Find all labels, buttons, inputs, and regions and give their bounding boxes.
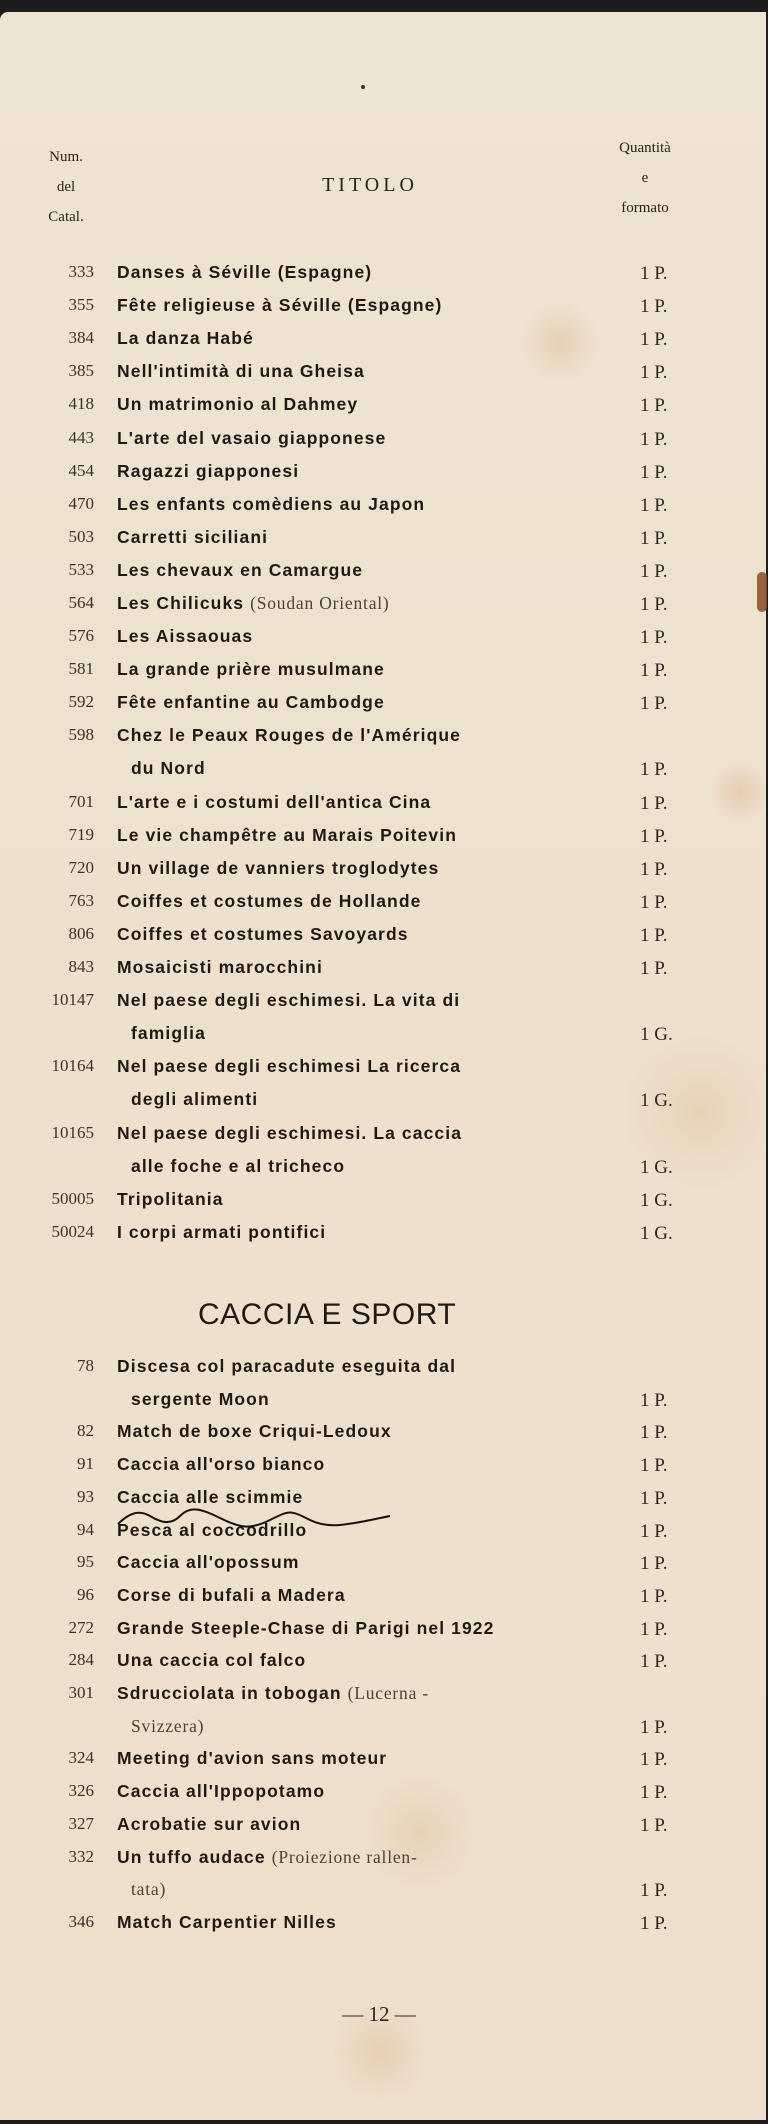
entry-note-continued: tata) (131, 1879, 167, 1900)
catalog-number: 50024 (51, 1221, 94, 1241)
list-item (0, 1677, 768, 1738)
quantity-format: 1 P. (640, 660, 668, 682)
entry-title-text: La grande prière musulmane (117, 659, 385, 680)
catalog-number: 327 (68, 1813, 94, 1833)
entry-title-text: Le vie champêtre au Marais Poitevin (117, 824, 458, 845)
entry-title (117, 885, 597, 917)
entry-title (117, 521, 597, 553)
catalog-number: 332 (68, 1846, 94, 1866)
catalog-number: 843 (68, 957, 94, 977)
catalog-number: 720 (68, 857, 94, 877)
entry-title (117, 719, 597, 751)
entry-title-text: Corse di bufali a Madera (117, 1584, 346, 1605)
entry-title (117, 1612, 597, 1644)
list-item (0, 1612, 768, 1644)
entry-title-text: Nel paese degli eschimesi. La vita di (117, 990, 461, 1011)
catalog-number: 326 (68, 1781, 94, 1801)
list-item (0, 719, 768, 781)
list-item (0, 587, 768, 619)
entry-title (117, 554, 597, 586)
catalog-number: 806 (68, 924, 94, 943)
quantity-format: 1 P. (640, 1487, 668, 1509)
list-item (0, 1644, 768, 1676)
entry-title (117, 1808, 597, 1840)
quantity-format: 1 P. (640, 461, 668, 483)
quantity-format: 1 P. (640, 891, 668, 913)
catalog-number: 719 (68, 824, 94, 844)
list-item (0, 554, 768, 586)
catalog-number: 385 (68, 361, 94, 381)
entry-title (117, 1677, 597, 1709)
entry-title (117, 1906, 597, 1938)
entry-title-text: Meeting d'avion sans moteur (117, 1748, 388, 1769)
catalog-number: 346 (68, 1911, 94, 1931)
entry-title (117, 355, 597, 387)
entry-title-text: Nell'intimità di una Gheisa (117, 361, 365, 382)
list-item (0, 355, 768, 387)
entry-title (117, 488, 597, 520)
quantity-format: 1 P. (640, 1651, 668, 1673)
quantity-format: 1 P. (640, 627, 668, 649)
page-number: — 12 — (342, 2002, 416, 2026)
entry-title (117, 819, 597, 851)
list-item (0, 455, 768, 487)
entry-title-text: Fête religieuse à Séville (Espagne) (117, 295, 443, 316)
entry-title-text: Sdrucciolata in tobogan (117, 1683, 342, 1703)
speck (361, 85, 365, 89)
quantity-format: 1 P. (640, 329, 668, 351)
entry-title-text: Caccia all'Ippopotamo (117, 1781, 326, 1802)
list-item (0, 1415, 768, 1447)
entry-title (117, 322, 597, 354)
catalog-number: 301 (68, 1683, 94, 1702)
list-item (0, 322, 768, 354)
list-item (0, 1808, 768, 1840)
quantity-format: 1 P. (640, 1585, 668, 1607)
quantity-format: 1 P. (640, 1880, 668, 1902)
entry-title-text: Les Chilicuks (117, 593, 245, 613)
quantity-format: 1 G. (640, 1024, 673, 1046)
list-item (0, 1183, 768, 1215)
entry-title (117, 422, 597, 454)
list-item (0, 819, 768, 851)
column-header-number (36, 142, 96, 232)
list-item (0, 388, 768, 420)
entry-title-continued: alle foche e al tricheco (131, 1155, 346, 1176)
entry-title-text: Un matrimonio al Dahmey (117, 394, 359, 415)
quantity-format: 1 P. (640, 494, 668, 516)
list-item (0, 256, 768, 288)
quantity-format: 1 P. (640, 825, 668, 847)
catalog-number: 418 (68, 394, 94, 414)
quantity-format: 1 P. (640, 958, 668, 980)
catalog-number: 384 (68, 328, 94, 348)
entry-title-text: Nel paese degli eschimesi. La caccia (117, 1122, 463, 1143)
catalog-number: 272 (68, 1617, 94, 1637)
quantity-format: 1 P. (640, 362, 668, 384)
header-num-line: Catal. (48, 209, 84, 225)
quantity-format: 1 G. (640, 1156, 673, 1178)
header-qty-line: formato (621, 200, 669, 216)
entry-title (117, 256, 597, 288)
quantity-format: 1 P. (640, 594, 668, 615)
entry-title (117, 1841, 597, 1873)
quantity-format: 1 G. (640, 1090, 673, 1112)
quantity-format: 1 P. (640, 527, 668, 549)
quantity-format: 1 G. (640, 1222, 673, 1244)
header-qty-line: e (641, 170, 649, 186)
entry-title (117, 1183, 597, 1215)
entry-title-text: La danza Habé (117, 328, 254, 349)
entry-title-text: L'arte e i costumi dell'antica Cina (117, 791, 432, 812)
catalog-number: 96 (77, 1584, 94, 1604)
catalog-number: 503 (68, 526, 94, 546)
entry-title-text: Acrobatie sur avion (117, 1813, 302, 1834)
list-item (0, 653, 768, 685)
quantity-format: 1 P. (640, 395, 668, 417)
entry-title (117, 289, 597, 321)
section-title: CACCIA E SPORT (198, 1298, 457, 1331)
quantity-format: 1 P. (640, 858, 668, 880)
catalog-number: 763 (68, 890, 94, 910)
pen-strikethrough-mark (110, 1502, 400, 1532)
entry-title (117, 620, 597, 652)
catalog-number: 93 (77, 1486, 94, 1506)
header-qty-line: Quantità (619, 140, 671, 156)
list-item (0, 786, 768, 818)
catalog-number: 10147 (51, 990, 94, 1010)
quantity-format: 1 P. (640, 1618, 668, 1640)
catalog-number: 581 (68, 659, 94, 679)
catalog-number: 284 (68, 1650, 94, 1670)
catalog-number: 324 (68, 1748, 94, 1768)
entry-title-text: Les chevaux en Camargue (117, 559, 364, 580)
quantity-format: 1 P. (640, 263, 668, 284)
list-item (0, 1775, 768, 1807)
list-item (0, 984, 768, 1046)
quantity-format: 1 P. (640, 759, 668, 781)
entry-title (117, 1350, 597, 1382)
list-item (0, 521, 768, 553)
quantity-format: 1 P. (640, 1716, 668, 1738)
list-item (0, 1906, 768, 1938)
entry-title-text: Tripolitania (117, 1188, 224, 1209)
list-item (0, 1546, 768, 1578)
entry-note: (Proiezione rallen- (271, 1846, 418, 1867)
catalog-number: 598 (68, 725, 94, 745)
catalog-number: 10165 (51, 1122, 94, 1142)
entry-title (117, 984, 597, 1016)
catalog-number: 576 (68, 626, 94, 646)
list-item (0, 1350, 768, 1411)
entry-title-text: Caccia all'orso bianco (117, 1454, 326, 1475)
catalog-number: 333 (68, 262, 94, 281)
quantity-format: 1 P. (640, 1814, 668, 1836)
quantity-format: 1 P. (640, 428, 668, 450)
list-item (0, 1216, 768, 1248)
list-item (0, 1579, 768, 1611)
entry-title (117, 388, 597, 420)
entry-title-continued: du Nord (131, 758, 206, 779)
entry-title-text: Caccia alle scimmie (117, 1486, 304, 1507)
entry-title (117, 455, 597, 487)
quantity-format: 1 P. (640, 925, 668, 946)
catalog-number: 95 (77, 1552, 94, 1572)
entry-title-text: Match de boxe Criqui-Ledoux (117, 1421, 392, 1442)
catalog-number: 78 (77, 1356, 94, 1375)
entry-title-text: Match Carpentier Nilles (117, 1911, 337, 1932)
entry-title-text: Les Aissaouas (117, 626, 254, 647)
list-item (0, 918, 768, 950)
list-item (0, 1841, 768, 1902)
entry-title (117, 1448, 597, 1480)
catalog-number: 50005 (51, 1188, 94, 1208)
entry-title (117, 1644, 597, 1676)
list-item (0, 686, 768, 718)
catalog-number: 355 (68, 295, 94, 315)
catalog-number: 533 (68, 559, 94, 579)
entry-title-text: I corpi armati pontifici (117, 1221, 327, 1242)
header-num-line: del (56, 179, 76, 195)
entry-title (117, 1415, 597, 1447)
entry-title (117, 1117, 597, 1149)
entry-title-text: Caccia all'opossum (117, 1552, 300, 1573)
entry-title-text: Ragazzi giapponesi (117, 460, 300, 481)
entry-title-text: Coiffes et costumes de Hollande (117, 890, 422, 911)
header-num-line: Num. (49, 149, 83, 165)
list-item (0, 488, 768, 520)
quantity-format: 1 P. (640, 1389, 668, 1411)
catalog-number: 82 (77, 1421, 94, 1441)
entry-title (117, 918, 597, 950)
list-item (0, 1117, 768, 1178)
entry-title-continued: sergente Moon (131, 1388, 270, 1409)
quantity-format: 1 P. (640, 296, 668, 318)
quantity-format: 1 P. (640, 1520, 668, 1542)
entry-title-text: Carretti siciliani (117, 526, 269, 547)
entry-title-text: Una caccia col falco (117, 1650, 307, 1671)
entry-title (117, 1050, 597, 1082)
catalog-number: 443 (68, 427, 94, 447)
quantity-format: 1 P. (640, 1455, 668, 1477)
entry-title (117, 951, 597, 983)
quantity-format: 1 P. (640, 1749, 668, 1771)
quantity-format: 1 P. (640, 693, 668, 715)
entry-title (117, 686, 597, 718)
entry-title (117, 1742, 597, 1774)
quantity-format: 1 G. (640, 1189, 673, 1211)
catalog-number: 592 (68, 692, 94, 712)
list-item (0, 620, 768, 652)
list-item (0, 289, 768, 321)
catalog-number: 564 (68, 593, 94, 612)
entry-title (117, 1216, 597, 1248)
catalog-page (0, 12, 766, 2120)
entry-title (117, 653, 597, 685)
entry-title-text: Un village de vanniers troglodytes (117, 857, 440, 878)
quantity-format: 1 P. (640, 792, 668, 814)
list-item (0, 885, 768, 917)
catalog-number: 91 (77, 1454, 94, 1474)
entry-note-continued: Svizzera) (131, 1715, 205, 1736)
entry-title-text: Les enfants comèdiens au Japon (117, 493, 426, 514)
quantity-format: 1 P. (640, 1553, 668, 1575)
list-item (0, 422, 768, 454)
quantity-format: 1 P. (640, 1912, 668, 1934)
entry-title (117, 587, 597, 619)
entry-title-text: Mosaicisti marocchini (117, 957, 323, 978)
entry-title-text: Danses à Séville (Espagne) (117, 262, 373, 282)
entry-title-text: Nel paese degli eschimesi La ricerca (117, 1056, 462, 1077)
entry-title-text: Pesca al coccodrillo (117, 1519, 308, 1540)
catalog-number: 10164 (51, 1056, 94, 1076)
list-item (0, 852, 768, 884)
catalog-number: 701 (68, 791, 94, 811)
list-item (0, 1448, 768, 1480)
column-header-title: TITOLO (322, 174, 418, 196)
entry-title (117, 852, 597, 884)
quantity-format: 1 P. (640, 1422, 668, 1444)
entry-title-text: Grande Steeple-Chase di Parigi nel 1922 (117, 1617, 495, 1638)
entry-title-text: Coiffes et costumes Savoyards (117, 924, 409, 944)
catalog-number: 470 (68, 493, 94, 513)
catalog-number: 94 (77, 1519, 94, 1539)
catalog-number: 454 (68, 460, 94, 480)
entry-title-text: Fête enfantine au Cambodge (117, 692, 385, 713)
list-item (0, 951, 768, 983)
entry-note: (Soudan Oriental) (250, 593, 390, 613)
entry-title (117, 786, 597, 818)
quantity-format: 1 P. (640, 560, 668, 582)
list-item (0, 1050, 768, 1112)
entry-title-text: L'arte del vasaio giapponese (117, 427, 387, 448)
list-item (0, 1742, 768, 1774)
entry-title-text: Discesa col paracadute eseguita dal (117, 1356, 457, 1376)
entry-title (117, 1579, 597, 1611)
entry-title (117, 1775, 597, 1807)
entry-title-continued: degli alimenti (131, 1089, 259, 1110)
entry-title (117, 1546, 597, 1578)
column-header-quantity (600, 133, 690, 223)
entry-note: (Lucerna - (347, 1683, 429, 1703)
entry-title-continued: famiglia (131, 1023, 206, 1044)
entry-title-text: Un tuffo audace (117, 1846, 266, 1867)
entry-title-text: Chez le Peaux Rouges de l'Amérique (117, 725, 462, 746)
quantity-format: 1 P. (640, 1782, 668, 1804)
